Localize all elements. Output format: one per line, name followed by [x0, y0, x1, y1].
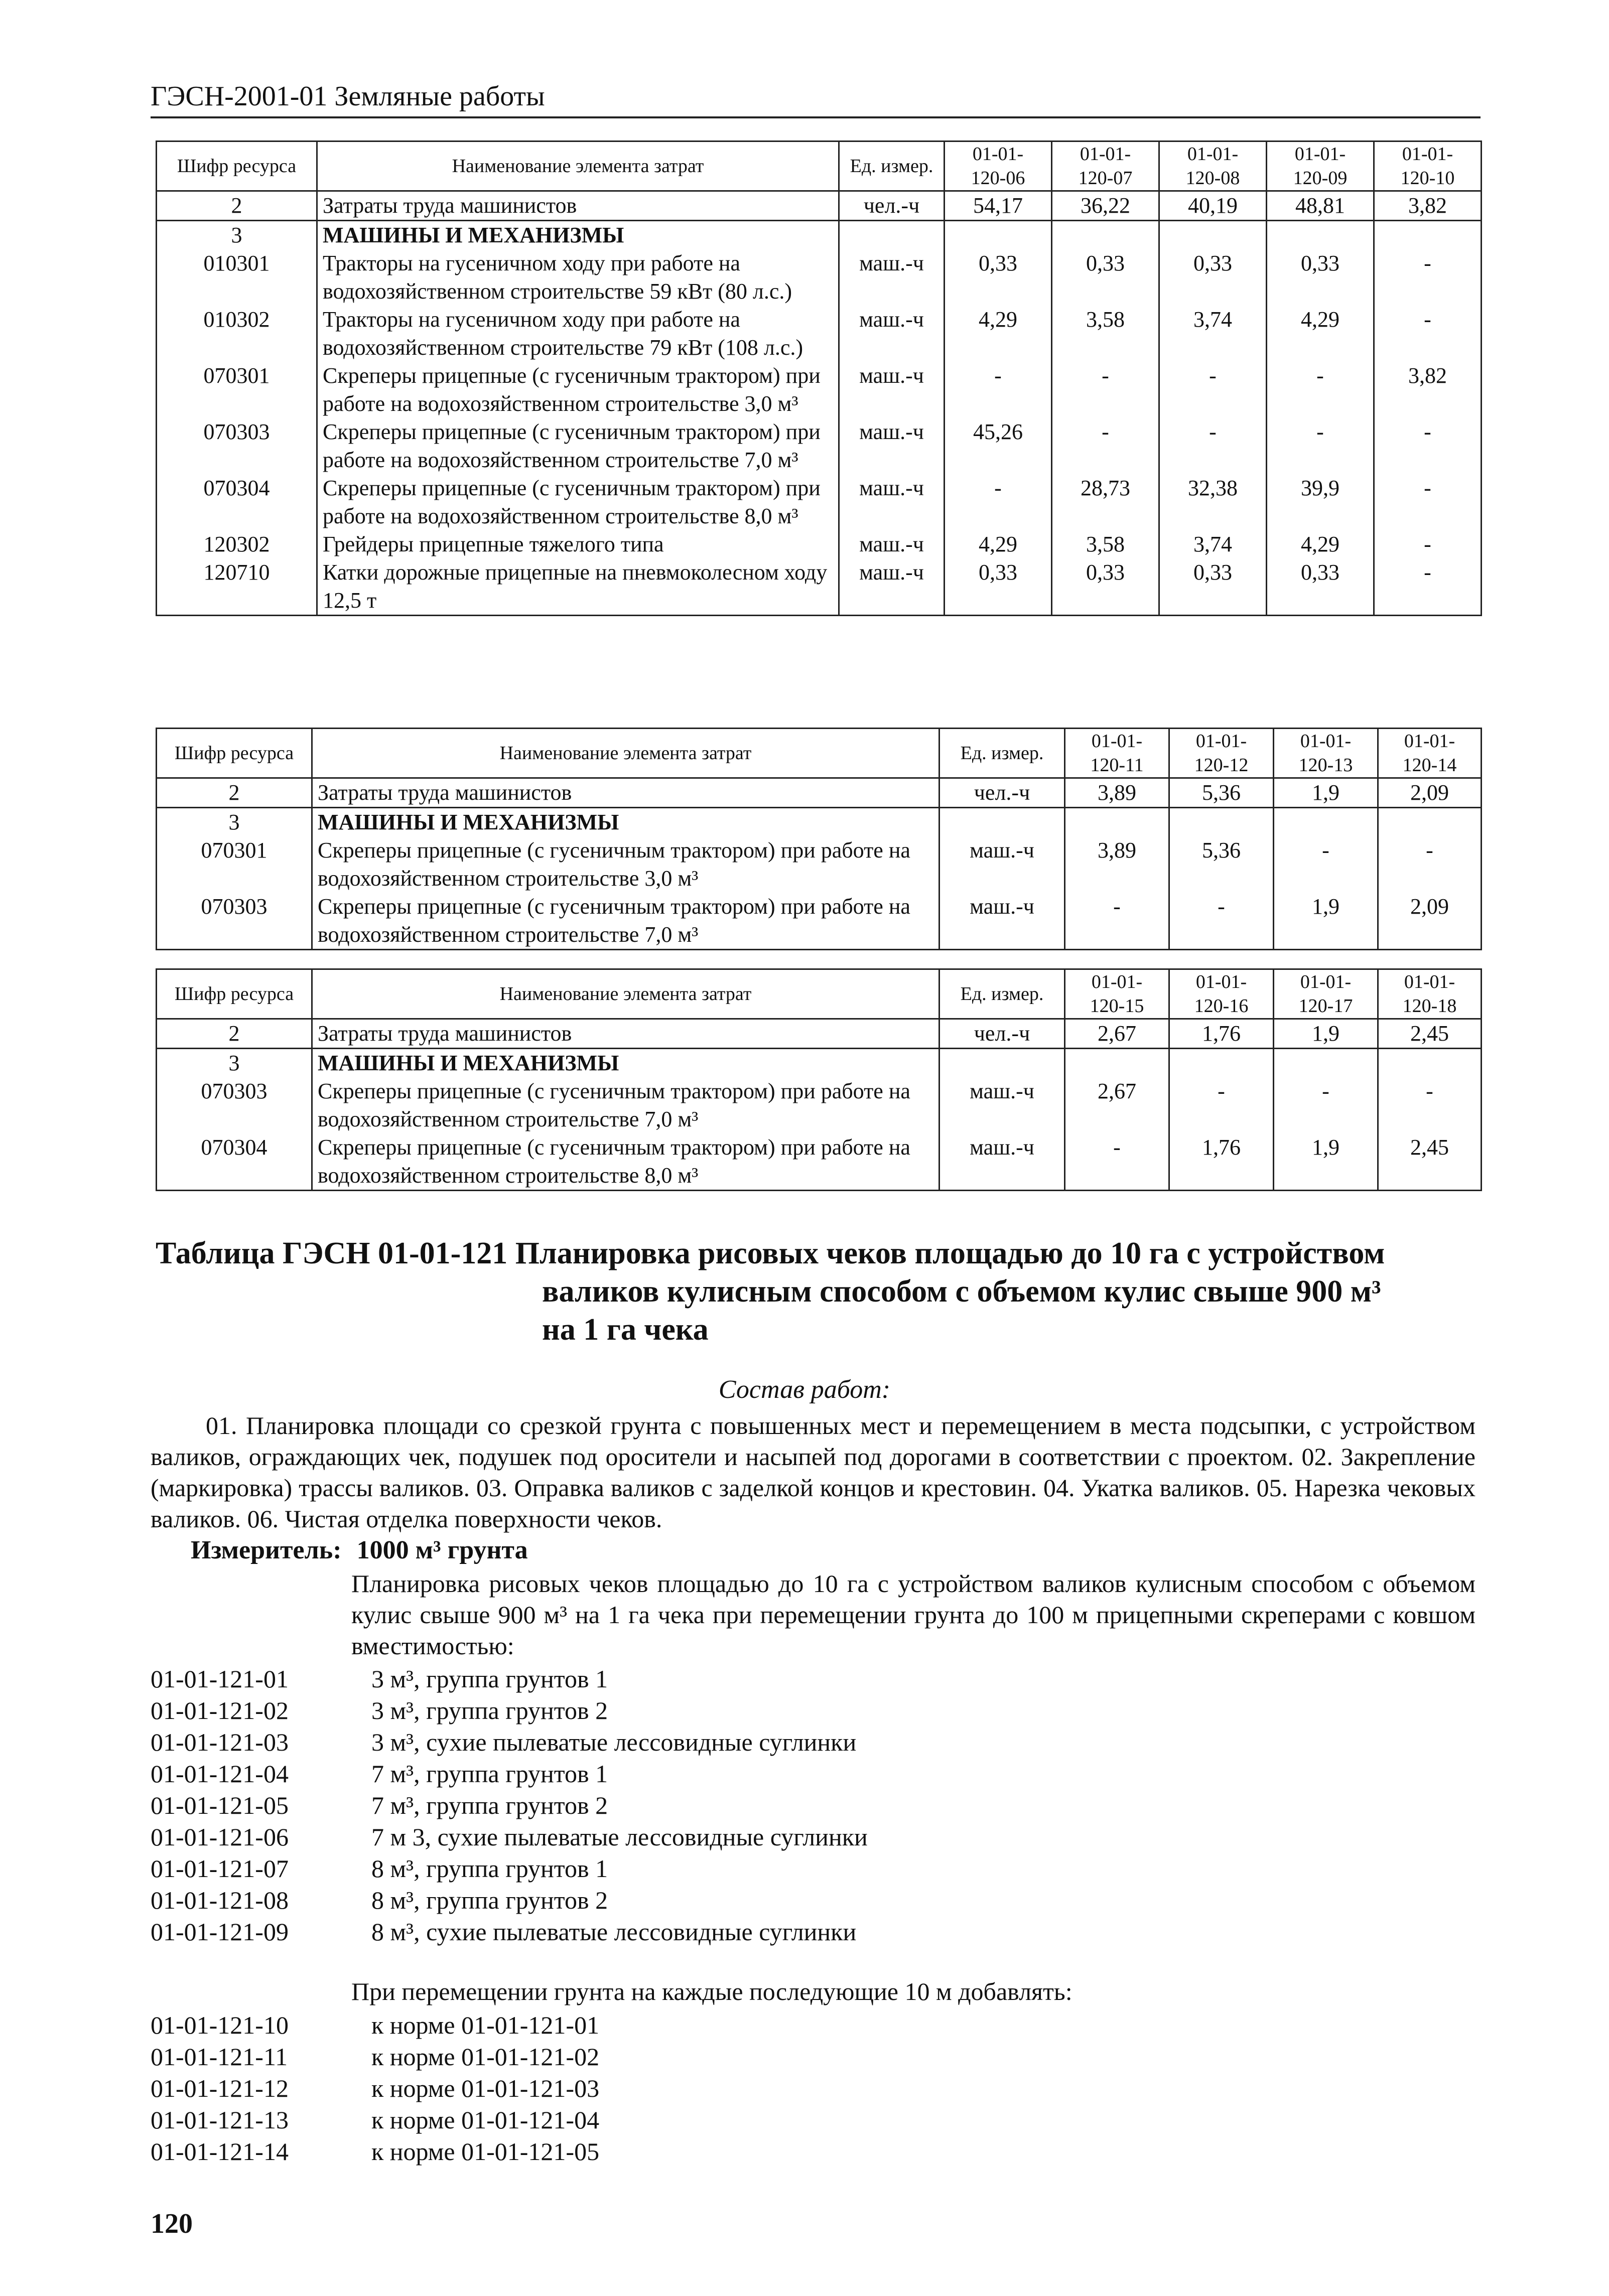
table-row: [157, 836, 1482, 893]
value-cell: -: [1052, 418, 1159, 474]
empty-cell: [945, 221, 1052, 250]
empty-cell: [1065, 808, 1169, 837]
norm-text: 3 м³, группа грунтов 1: [371, 1665, 608, 1693]
resource-name: Тракторы на гусеничном ходу при работе на водохозяйственном строительстве 59 кВт (80 л.с.): [317, 249, 839, 306]
value-cell: -: [945, 474, 1052, 530]
resource-code: 3: [157, 221, 317, 250]
section-name: МАШИНЫ И МЕХАНИЗМЫ: [312, 808, 940, 837]
header-cell: 01-01- 120-17: [1274, 969, 1378, 1019]
unit-cell: маш.-ч: [839, 249, 945, 306]
table-row: [157, 530, 1482, 558]
empty-cell: [1274, 1049, 1378, 1078]
table-row: [157, 249, 1482, 306]
header-cell: 01-01- 120-11: [1065, 729, 1169, 778]
value-cell: 2,45: [1378, 1133, 1482, 1191]
value-cell: 5,36: [1169, 836, 1274, 893]
value-cell: 0,33: [1159, 558, 1267, 616]
value-cell: -: [1267, 418, 1374, 474]
section-title-line-1: Таблица ГЭСН 01-01-121 Планировка рисовых чеков площадью до 10 га с устройством: [156, 1236, 1385, 1270]
header-cell: 01-01- 120-10: [1374, 141, 1482, 191]
norm-text: 7 м³, группа грунтов 1: [371, 1760, 608, 1788]
value-cell: 40,19: [1159, 191, 1267, 221]
list-item: [151, 1853, 868, 1885]
unit-cell: маш.-ч: [940, 1133, 1065, 1191]
resource-code: 2: [157, 191, 317, 221]
unit-cell: маш.-ч: [940, 893, 1065, 950]
norm-text: к норме 01-01-121-05: [371, 2137, 600, 2166]
empty-cell: [1065, 1049, 1169, 1078]
value-cell: -: [1065, 1133, 1169, 1191]
norm-text: 3 м³, группа грунтов 2: [371, 1696, 608, 1725]
resource-name: Скреперы прицепные (с гусеничным трактором) при работе на водохозяйственном строительстве 3,0 м³: [317, 362, 839, 418]
empty-cell: [1169, 1049, 1274, 1078]
norm-code: 01-01-121-10: [151, 2011, 289, 2039]
empty-cell: [1378, 1049, 1482, 1078]
header-cell: Наименование элемента затрат: [312, 729, 940, 778]
list-item: [151, 1695, 868, 1727]
value-cell: -: [1159, 362, 1267, 418]
header-cell: 01-01- 120-18: [1378, 969, 1482, 1019]
resource-table-120-06-10: [156, 140, 1482, 616]
value-cell: -: [1374, 249, 1482, 306]
header-cell: Шифр ресурса: [157, 969, 312, 1019]
empty-cell: [839, 221, 945, 250]
table-row: [157, 558, 1482, 616]
norm-code: 01-01-121-09: [151, 1918, 289, 1946]
value-cell: -: [1267, 362, 1374, 418]
value-cell: 3,89: [1065, 836, 1169, 893]
empty-cell: [1378, 808, 1482, 837]
works-composition-text: 01. Планировка площади со срезкой грунта с повышенных мест и перемещением в места подсыпки, с устройством валиков, ограждающих чек, подушек под оросители и насыпей под дорогами в соответствии с проектом. 02. Закрепление (маркировка) трассы валиков. 03. Оправка валиков с заделкой концов и крестовин. 04. Укатка валиков. 05. Нарезка чековых валиков. 06. Чистая отделка поверхности чеков.: [151, 1411, 1476, 1533]
resource-code: 070303: [157, 1077, 312, 1133]
resource-name: Скреперы прицепные (с гусеничным трактором) при работе на водохозяйственном строительстве 3,0 м³: [312, 836, 940, 893]
resource-name: Скреперы прицепные (с гусеничным трактором) при работе на водохозяйственном строительстве 7,0 м³: [317, 418, 839, 474]
resource-name: Затраты труда машинистов: [312, 778, 940, 808]
value-cell: 0,33: [1267, 249, 1374, 306]
norm-text: 7 м 3, сухие пылеватые лессовидные суглинки: [371, 1823, 868, 1851]
resource-name: Грейдеры прицепные тяжелого типа: [317, 530, 839, 558]
list-item: [151, 1790, 868, 1821]
empty-cell: [1159, 221, 1267, 250]
value-cell: -: [1374, 306, 1482, 362]
value-cell: 3,82: [1374, 191, 1482, 221]
value-cell: 2,67: [1065, 1077, 1169, 1133]
measure-unit: [191, 1535, 528, 1565]
value-cell: 3,89: [1065, 778, 1169, 808]
header-cell: 01-01- 120-15: [1065, 969, 1169, 1019]
empty-cell: [1374, 221, 1482, 250]
header-cell: Наименование элемента затрат: [312, 969, 940, 1019]
table-row: [157, 893, 1482, 950]
running-header: ГЭСН-2001-01 Земляные работы: [151, 80, 1481, 118]
value-cell: -: [945, 362, 1052, 418]
empty-cell: [1169, 808, 1274, 837]
unit-cell: маш.-ч: [839, 530, 945, 558]
section-title-line-2: валиков кулисным способом с объемом кулис свыше 900 м³: [542, 1274, 1381, 1309]
page-number: 120: [151, 2208, 193, 2239]
norm-text: 3 м³, сухие пылеватые лессовидные суглинки: [371, 1728, 857, 1756]
value-cell: 45,26: [945, 418, 1052, 474]
norm-code: 01-01-121-14: [151, 2137, 289, 2166]
resource-code: 070301: [157, 836, 312, 893]
value-cell: 3,82: [1374, 362, 1482, 418]
table-row-section: [157, 1049, 1482, 1078]
value-cell: 0,33: [1052, 249, 1159, 306]
unit-cell: маш.-ч: [940, 1077, 1065, 1133]
norm-description: Планировка рисовых чеков площадью до 10 га с устройством валиков кулисным способом с объемом кулис свыше 900 м³ на 1 га чека при перемещении грунта до 100 м прицепными скреперами с ковшом вместимостью:: [351, 1569, 1476, 1660]
section-name: МАШИНЫ И МЕХАНИЗМЫ: [312, 1049, 940, 1078]
value-cell: 1,9: [1274, 1133, 1378, 1191]
unit-cell: чел.-ч: [839, 191, 945, 221]
table-row-labor: [157, 778, 1482, 808]
value-cell: 1,76: [1169, 1019, 1274, 1049]
resource-table-120-15-18: [156, 968, 1482, 1191]
works-composition-label: Состав работ:: [718, 1375, 891, 1404]
table-row: [157, 306, 1482, 362]
value-cell: -: [1169, 893, 1274, 950]
norm-text: к норме 01-01-121-02: [371, 2043, 600, 2071]
additional-note: При перемещении грунта на каждые последующие 10 м добавлять:: [351, 1977, 1072, 2005]
resource-code: 070303: [157, 893, 312, 950]
value-cell: 36,22: [1052, 191, 1159, 221]
table-row-labor: [157, 191, 1482, 221]
value-cell: -: [1374, 418, 1482, 474]
table-header-row: [157, 141, 1482, 191]
table-row: [157, 362, 1482, 418]
norm-code-list: [151, 1663, 868, 1948]
list-item: [151, 2073, 599, 2104]
value-cell: 2,09: [1378, 893, 1482, 950]
resource-name: Затраты труда машинистов: [317, 191, 839, 221]
resource-code: 010302: [157, 306, 317, 362]
resource-code: 070303: [157, 418, 317, 474]
value-cell: 1,76: [1169, 1133, 1274, 1191]
norm-code: 01-01-121-07: [151, 1854, 289, 1883]
value-cell: -: [1052, 362, 1159, 418]
resource-code: 3: [157, 808, 312, 837]
resource-name: Скреперы прицепные (с гусеничным трактором) при работе на водохозяйственном строительстве 8,0 м³: [312, 1133, 940, 1191]
norm-code: 01-01-121-06: [151, 1823, 289, 1851]
resource-code: 070304: [157, 1133, 312, 1191]
norm-code: 01-01-121-08: [151, 1886, 289, 1914]
list-item: [151, 1821, 868, 1853]
list-item: [151, 1663, 868, 1695]
header-cell: Шифр ресурса: [157, 729, 312, 778]
header-cell: 01-01- 120-12: [1169, 729, 1274, 778]
resource-code: 2: [157, 1019, 312, 1049]
resource-name: Тракторы на гусеничном ходу при работе на водохозяйственном строительстве 79 кВт (108 л.с.): [317, 306, 839, 362]
value-cell: 2,09: [1378, 778, 1482, 808]
empty-cell: [1274, 808, 1378, 837]
list-item: [151, 2041, 599, 2073]
table-row: [157, 1077, 1482, 1133]
resource-code: 3: [157, 1049, 312, 1078]
unit-cell: маш.-ч: [839, 362, 945, 418]
additional-code-list: [151, 2010, 599, 2168]
value-cell: 0,33: [1159, 249, 1267, 306]
list-item: [151, 2104, 599, 2136]
table-row-section: [157, 221, 1482, 250]
value-cell: -: [1065, 893, 1169, 950]
value-cell: -: [1374, 474, 1482, 530]
value-cell: -: [1159, 418, 1267, 474]
header-cell: 01-01- 120-08: [1159, 141, 1267, 191]
resource-code: 070301: [157, 362, 317, 418]
norm-code: 01-01-121-12: [151, 2074, 289, 2102]
norm-code: 01-01-121-13: [151, 2106, 289, 2134]
value-cell: 2,45: [1378, 1019, 1482, 1049]
list-item: [151, 1727, 868, 1758]
resource-code: 120710: [157, 558, 317, 616]
value-cell: -: [1274, 836, 1378, 893]
norm-text: 7 м³, группа грунтов 2: [371, 1791, 608, 1819]
header-cell: Ед. измер.: [839, 141, 945, 191]
value-cell: 39,9: [1267, 474, 1374, 530]
value-cell: 3,74: [1159, 306, 1267, 362]
empty-cell: [940, 1049, 1065, 1078]
header-cell: 01-01- 120-07: [1052, 141, 1159, 191]
unit-cell: чел.-ч: [940, 778, 1065, 808]
list-item: [151, 2136, 599, 2168]
list-item: [151, 1758, 868, 1790]
value-cell: -: [1374, 530, 1482, 558]
table-row-section: [157, 808, 1482, 837]
value-cell: 32,38: [1159, 474, 1267, 530]
measure-value: 1000 м³ грунта: [356, 1536, 528, 1564]
value-cell: 4,29: [945, 530, 1052, 558]
value-cell: 54,17: [945, 191, 1052, 221]
value-cell: 3,58: [1052, 530, 1159, 558]
unit-cell: маш.-ч: [839, 474, 945, 530]
measure-label: Измеритель:: [191, 1536, 342, 1564]
value-cell: 1,9: [1274, 1019, 1378, 1049]
value-cell: 1,9: [1274, 893, 1378, 950]
header-cell: 01-01- 120-09: [1267, 141, 1374, 191]
resource-name: Скреперы прицепные (с гусеничным трактором) при работе на водохозяйственном строительстве 8,0 м³: [317, 474, 839, 530]
norm-text: 8 м³, группа грунтов 1: [371, 1854, 608, 1883]
table-header-row: [157, 729, 1482, 778]
value-cell: 1,9: [1274, 778, 1378, 808]
value-cell: 0,33: [945, 558, 1052, 616]
value-cell: -: [1378, 1077, 1482, 1133]
header-cell: Ед. измер.: [940, 729, 1065, 778]
empty-cell: [1052, 221, 1159, 250]
resource-code: 010301: [157, 249, 317, 306]
resource-name: Скреперы прицепные (с гусеничным трактором) при работе на водохозяйственном строительстве 7,0 м³: [312, 893, 940, 950]
norm-code: 01-01-121-01: [151, 1665, 289, 1693]
norm-text: 8 м³, группа грунтов 2: [371, 1886, 608, 1914]
resource-name: Скреперы прицепные (с гусеничным трактором) при работе на водохозяйственном строительстве 7,0 м³: [312, 1077, 940, 1133]
table-row: [157, 1133, 1482, 1191]
resource-name: Катки дорожные прицепные на пневмоколесном ходу 12,5 т: [317, 558, 839, 616]
section-title: [156, 1234, 1486, 1349]
unit-cell: маш.-ч: [940, 836, 1065, 893]
table-row: [157, 418, 1482, 474]
value-cell: 4,29: [1267, 306, 1374, 362]
value-cell: 5,36: [1169, 778, 1274, 808]
header-cell: 01-01- 120-16: [1169, 969, 1274, 1019]
value-cell: 3,74: [1159, 530, 1267, 558]
value-cell: 0,33: [945, 249, 1052, 306]
header-cell: Шифр ресурса: [157, 141, 317, 191]
value-cell: 0,33: [1267, 558, 1374, 616]
list-item: [151, 1885, 868, 1916]
unit-cell: маш.-ч: [839, 306, 945, 362]
header-cell: 01-01- 120-14: [1378, 729, 1482, 778]
unit-cell: маш.-ч: [839, 418, 945, 474]
norm-text: к норме 01-01-121-04: [371, 2106, 600, 2134]
norm-text: к норме 01-01-121-03: [371, 2074, 600, 2102]
list-item: [151, 2010, 599, 2041]
norm-code: 01-01-121-11: [151, 2043, 288, 2071]
header-cell: 01-01- 120-06: [945, 141, 1052, 191]
norm-code: 01-01-121-02: [151, 1696, 289, 1725]
header-cell: 01-01- 120-13: [1274, 729, 1378, 778]
section-name: МАШИНЫ И МЕХАНИЗМЫ: [317, 221, 839, 250]
norm-code: 01-01-121-05: [151, 1791, 289, 1819]
value-cell: 0,33: [1052, 558, 1159, 616]
value-cell: -: [1169, 1077, 1274, 1133]
table-header-row: [157, 969, 1482, 1019]
resource-name: Затраты труда машинистов: [312, 1019, 940, 1049]
header-cell: Наименование элемента затрат: [317, 141, 839, 191]
table-row: [157, 474, 1482, 530]
value-cell: -: [1274, 1077, 1378, 1133]
section-title-line-3: на 1 га чека: [542, 1313, 709, 1347]
norm-code: 01-01-121-03: [151, 1728, 289, 1756]
value-cell: 48,81: [1267, 191, 1374, 221]
resource-code: 070304: [157, 474, 317, 530]
empty-cell: [1267, 221, 1374, 250]
value-cell: 4,29: [1267, 530, 1374, 558]
norm-text: к норме 01-01-121-01: [371, 2011, 600, 2039]
resource-code: 120302: [157, 530, 317, 558]
value-cell: -: [1378, 836, 1482, 893]
norm-code: 01-01-121-04: [151, 1760, 289, 1788]
resource-code: 2: [157, 778, 312, 808]
resource-table-120-11-14: [156, 728, 1482, 950]
empty-cell: [940, 808, 1065, 837]
table-row-labor: [157, 1019, 1482, 1049]
value-cell: 4,29: [945, 306, 1052, 362]
value-cell: -: [1374, 558, 1482, 616]
norm-text: 8 м³, сухие пылеватые лессовидные суглинки: [371, 1918, 857, 1946]
value-cell: 2,67: [1065, 1019, 1169, 1049]
unit-cell: чел.-ч: [940, 1019, 1065, 1049]
list-item: [151, 1916, 868, 1948]
value-cell: 28,73: [1052, 474, 1159, 530]
unit-cell: маш.-ч: [839, 558, 945, 616]
header-cell: Ед. измер.: [940, 969, 1065, 1019]
value-cell: 3,58: [1052, 306, 1159, 362]
